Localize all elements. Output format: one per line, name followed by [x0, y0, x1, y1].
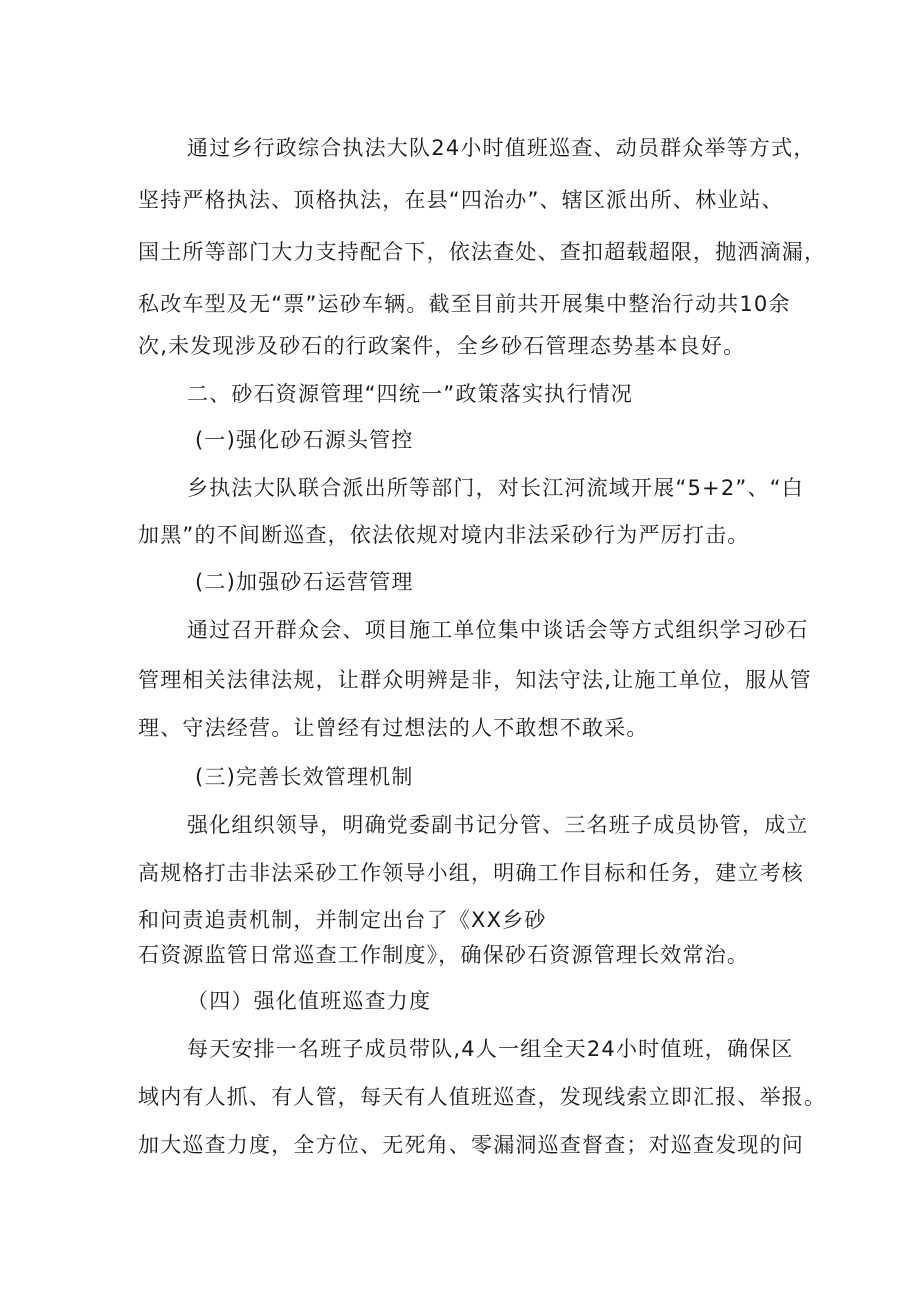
section-heading: 二、砂石资源管理“四统一”政策落实执行情况 — [187, 382, 633, 406]
paragraph-line: 石资源监管日常巡查工作制度》，确保砂石资源管理长效常治。 — [138, 943, 750, 967]
paragraph-line: 域内有人抓、有人管，每天有人值班巡查，发现线索立即汇报、举报。 — [138, 1085, 827, 1109]
paragraph-line: 通过乡行政综合执法大队24小时值班巡查、动员群众举等方式， — [187, 136, 816, 160]
paragraph-line: 每天安排一名班子成员带队,4人一组全天24小时值班，确保区 — [187, 1037, 794, 1061]
paragraph-line: 高规格打击非法采砂工作领导小组，明确工作目标和任务，建立考核 — [138, 861, 804, 885]
paragraph-line: 加大巡查力度，全方位、无死角、零漏洞巡查督查；对巡查发现的问 — [138, 1133, 804, 1157]
subsection-heading: (二)加强砂石运营管理 — [195, 570, 414, 594]
subsection-heading: （四）强化值班巡查力度 — [187, 989, 432, 1013]
subsection-heading: (一)强化砂石源头管控 — [195, 428, 414, 452]
paragraph-line: 强化组织领导，明确党委副书记分管、三名班子成员协管，成立 — [187, 813, 809, 837]
paragraph-line: 管理相关法律法规，让群众明辨是非，知法守法,让施工单位，服从管 — [138, 668, 812, 692]
paragraph-line: 坚持严格执法、顶格执法，在县“四治办”、辖区派出所、林业站、 — [138, 188, 784, 212]
paragraph-line: 理、守法经营。让曾经有过想法的人不敢想不敢采。 — [138, 716, 649, 740]
paragraph-line: 国土所等部门大力支持配合下，依法查处、查扣超载超限，抛洒滴漏， — [138, 240, 827, 264]
paragraph-line: 加黑”的不间断巡查，依法依规对境内非法采砂行为严厉打击。 — [138, 523, 750, 547]
subsection-heading: (三)完善长效管理机制 — [195, 765, 414, 789]
paragraph-line: 通过召开群众会、项目施工单位集中谈话会等方式组织学习砂石 — [187, 618, 809, 642]
paragraph-line: 和问责追责机制，并制定出台了《XX乡砂 — [138, 908, 547, 932]
paragraph-line: 私改车型及无“票”运砂车辆。截至目前共开展集中整治行动共10余 — [138, 292, 791, 316]
paragraph-line: 乡执法大队联合派出所等部门，对长江河流域开展“5+2”、“白 — [187, 476, 804, 500]
paragraph-line: 次,未发现涉及砂石的行政案件，全乡砂石管理态势基本良好。 — [138, 334, 746, 358]
